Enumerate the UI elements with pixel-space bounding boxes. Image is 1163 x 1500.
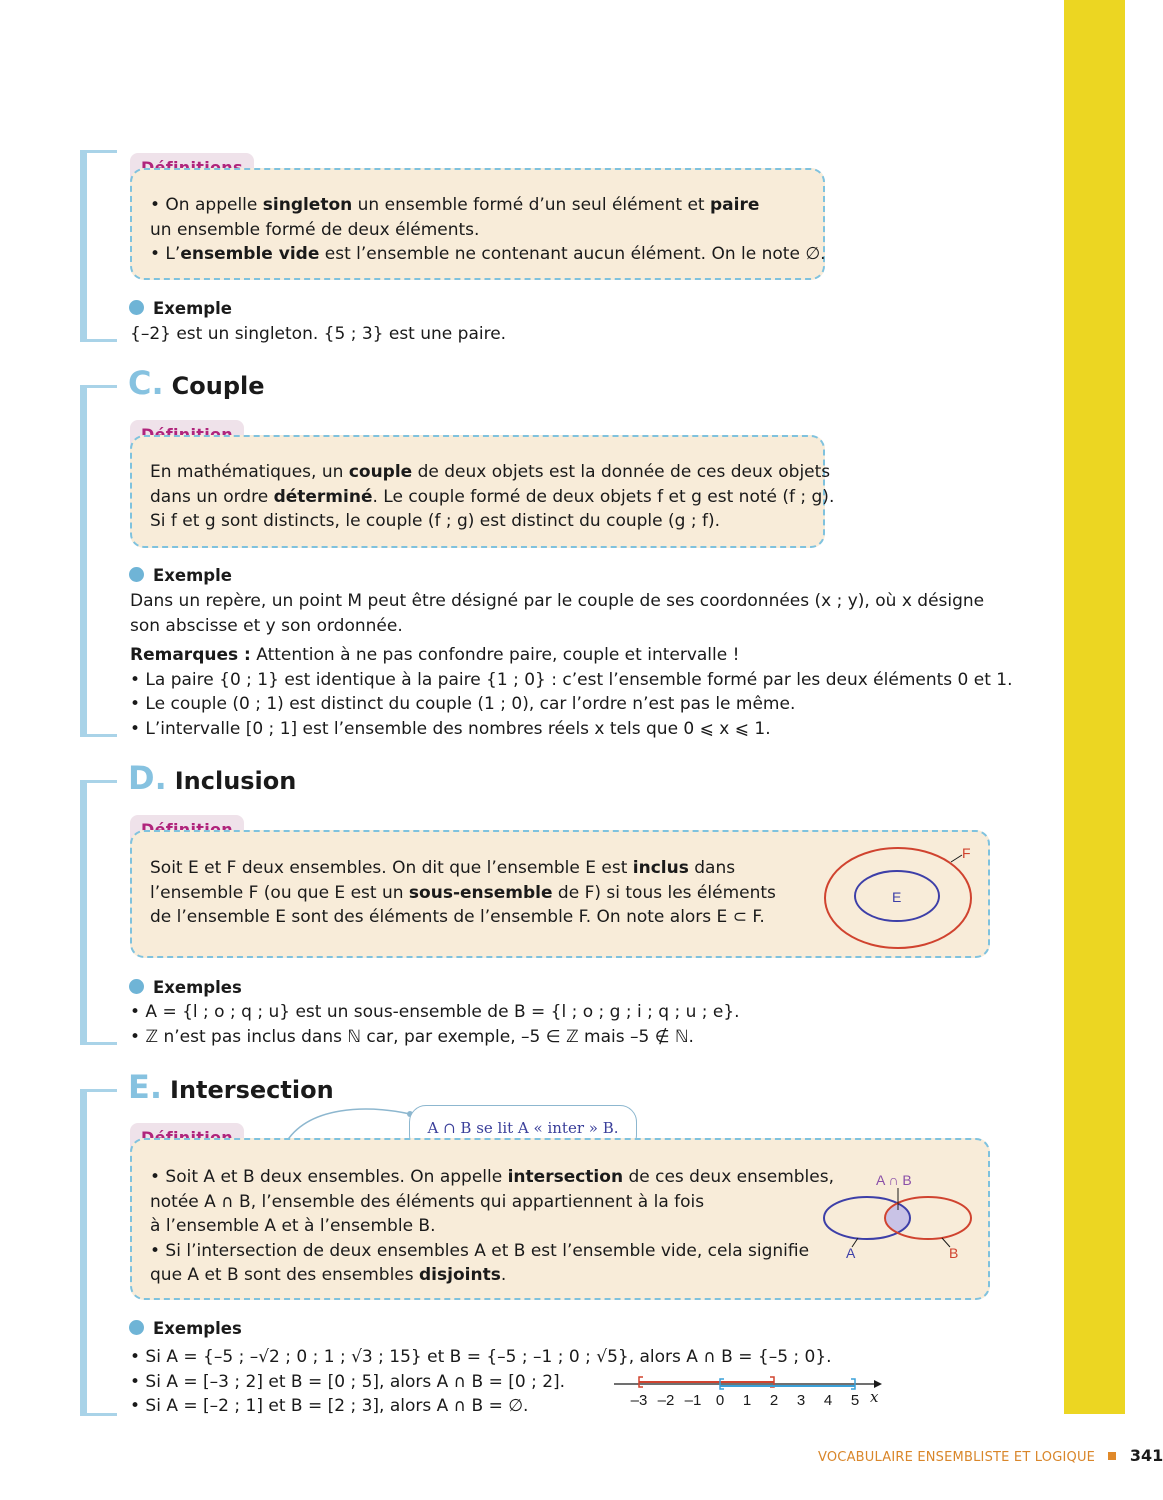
page-number: 341 (1129, 1446, 1163, 1465)
definition-line: de l’ensemble E sont des éléments de l’ensemble F. On note alors E ⊂ F. (150, 907, 765, 927)
tick-label: 0 (715, 1392, 725, 1409)
set-e-label: E (892, 889, 902, 905)
chapter-title: VOCABULAIRE ENSEMBLISTE ET LOGIQUE (818, 1450, 1096, 1465)
label-leader-line (951, 855, 962, 862)
definition-box (130, 435, 835, 548)
set-b-label: B (949, 1245, 959, 1261)
bullet-dot-icon (129, 979, 144, 994)
example-line: • A = {l ; o ; q ; u} est un sous-ensemble de B = {l ; o ; g ; i ; q ; u ; e}. (130, 1002, 740, 1022)
section-bracket (80, 385, 117, 737)
section-title: Inclusion (174, 767, 297, 795)
definition-box (130, 1138, 990, 1300)
remark-item: • L’intervalle [0 ; 1] est l’ensemble des nombres réels x tels que 0 ⩽ x ⩽ 1. (130, 718, 771, 739)
definition-line: En mathématiques, un couple de deux objets est la donnée de ces deux objets (150, 462, 831, 482)
example-heading: Exemple (129, 564, 232, 589)
section-bracket (80, 1089, 117, 1416)
remark-item: • Le couple (0 ; 1) est distinct du couple (1 ; 0), car l’ordre n’est pas le même. (130, 694, 796, 714)
number-line (612, 1370, 887, 1412)
example-heading: Exemples (129, 976, 242, 1001)
bullet-dot-icon (129, 300, 144, 315)
intersection-label: A ∩ B (876, 1172, 912, 1188)
example-line: • Si A = [–3 ; 2] et B = [0 ; 5], alors A ∩ B = [0 ; 2]. (130, 1371, 566, 1392)
section-title: Couple (171, 372, 265, 400)
definition-line: l’ensemble F (ou que E est un sous-ensemble de F) si tous les éléments (150, 882, 776, 903)
tick-label: –2 (657, 1392, 675, 1409)
example-heading: Exemple (129, 297, 232, 322)
definition-line: un ensemble formé de deux éléments. (150, 219, 480, 240)
tick-label: 4 (823, 1392, 833, 1409)
inclusion-venn-diagram (812, 840, 987, 955)
chapter-color-band (1064, 0, 1125, 1414)
section-heading (128, 759, 296, 797)
axis-arrow-icon (874, 1380, 882, 1388)
section-title: Intersection (170, 1076, 334, 1104)
footer-square-icon (1108, 1452, 1116, 1460)
remarks (130, 643, 1013, 741)
example-heading: Exemples (129, 1317, 242, 1342)
definition-line: Soit E et F deux ensembles. On dit que l’ensemble E est inclus dans (150, 858, 736, 878)
definition-line: notée A ∩ B, l’ensemble des éléments qui appartiennent à la fois (150, 1191, 705, 1212)
tick-label: 2 (769, 1392, 779, 1409)
bullet-dot-icon (129, 1320, 144, 1335)
example-line: • ℤ n’est pas inclus dans ℕ car, par exemple, –5 ∈ ℤ mais –5 ∉ ℕ. (130, 1026, 694, 1047)
definition-box (130, 830, 990, 958)
bullet-dot-icon (129, 567, 144, 582)
example-text (130, 1000, 740, 1049)
section-letter: E. (128, 1068, 163, 1106)
tick-label: –3 (630, 1392, 648, 1409)
tick-label: –1 (684, 1392, 702, 1409)
axis-label: x (870, 1388, 879, 1406)
definition-line: Si f et g sont distincts, le couple (f ; g) est distinct du couple (g ; f). (150, 511, 720, 531)
definition-line: que A et B sont des ensembles disjoints. (150, 1265, 507, 1285)
definition-line: à l’ensemble A et à l’ensemble B. (150, 1216, 436, 1236)
definition-text (150, 856, 776, 930)
definition-text (150, 193, 826, 267)
example-text: {–2} est un singleton. {5 ; 3} est une paire. (130, 324, 507, 344)
remarks-intro: Remarques : Attention à ne pas confondre paire, couple et intervalle ! (130, 645, 740, 665)
tick-label: 1 (742, 1392, 752, 1409)
section-letter: C. (128, 364, 164, 402)
page-footer (818, 1446, 1163, 1466)
example-line: • Si A = {–5 ; –√2 ; 0 ; 1 ; √3 ; 15} et B = {–5 ; –1 ; 0 ; √5}, alors A ∩ B = {–5 ; 0}. (130, 1347, 832, 1367)
example-line: son abscisse et y son ordonnée. (130, 615, 403, 636)
definition-box (130, 168, 825, 280)
example-line: Dans un repère, un point M peut être désigné par le couple de ses coordonnées (x ; y), où x désigne (130, 591, 985, 611)
definition-text (150, 460, 834, 534)
definition-line: dans un ordre déterminé. Le couple formé de deux objets f et g est noté (f ; g). (150, 486, 835, 507)
tick-label: 5 (850, 1392, 860, 1409)
section-bracket (80, 780, 117, 1045)
definition-line: • L’ensemble vide est l’ensemble ne contenant aucun élément. On le note ∅. (150, 244, 826, 264)
set-f-label: F (962, 845, 971, 861)
set-a-label: A (846, 1245, 856, 1261)
section-bracket (80, 150, 117, 342)
reading-callout: A ∩ B se lit A « inter » B. (409, 1105, 637, 1152)
tick-label: 3 (796, 1392, 806, 1409)
definition-text (150, 1165, 834, 1288)
example-text (130, 589, 984, 638)
definition-line: • Si l’intersection de deux ensembles A et B est l’ensemble vide, cela signifie (150, 1240, 810, 1261)
section-heading (128, 364, 265, 402)
example-line: • Si A = [–2 ; 1] et B = [2 ; 3], alors A ∩ B = ∅. (130, 1396, 529, 1416)
remark-item: • La paire {0 ; 1} est identique à la paire {1 ; 0} : c’est l’ensemble formé par les deux éléments 0 et 1. (130, 669, 1013, 690)
definition-line: • On appelle singleton un ensemble formé d’un seul élément et paire (150, 195, 760, 215)
definition-line: • Soit A et B deux ensembles. On appelle intersection de ces deux ensembles, (150, 1167, 835, 1187)
section-letter: D. (128, 759, 167, 797)
intersection-venn-diagram (812, 1162, 987, 1267)
